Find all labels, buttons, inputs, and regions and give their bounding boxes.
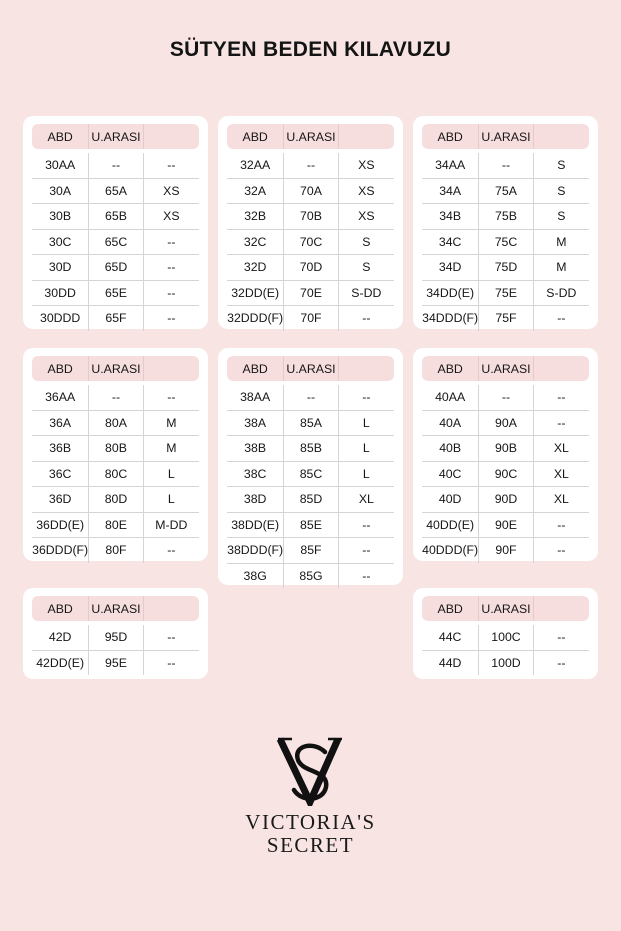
table-cell: XL <box>358 492 374 507</box>
table-cell: 100D <box>479 651 533 676</box>
header-cell: ABD <box>227 124 284 149</box>
table-row <box>422 385 589 411</box>
table-header <box>32 596 199 621</box>
table-row <box>32 230 199 256</box>
table-row <box>422 651 589 676</box>
table-cell: 70A <box>284 179 338 204</box>
table-cell: XL <box>553 466 569 481</box>
table-cell: 65A <box>89 179 143 204</box>
table-cell: 44D <box>422 651 479 676</box>
table-row <box>422 230 589 256</box>
table-cell: M-DD <box>155 517 188 532</box>
table-cell: 80F <box>89 538 143 563</box>
table-cell: 38D <box>227 487 284 512</box>
table-cell: 40DD(E) <box>422 513 479 538</box>
table-cell: 36DDD(F) <box>32 538 89 563</box>
table-cell: M <box>166 415 177 430</box>
table-cell: -- <box>557 543 566 558</box>
size-table <box>23 588 208 679</box>
table-row <box>227 153 394 179</box>
table-row <box>227 385 394 411</box>
table-cell: 85D <box>284 487 338 512</box>
header-cell <box>534 124 589 149</box>
header-cell <box>534 596 589 621</box>
table-cell: 32AA <box>227 153 284 178</box>
table-row <box>422 462 589 488</box>
table-row <box>227 230 394 256</box>
table-row <box>32 513 199 539</box>
table-cell: 85F <box>284 538 338 563</box>
table-cell: M <box>556 234 567 249</box>
table-cell: 30D <box>32 255 89 280</box>
table-row <box>227 281 394 307</box>
table-row <box>32 153 199 179</box>
table-cell: 95E <box>89 651 143 676</box>
header-cell: U.ARASI <box>89 124 143 149</box>
table-cell: L <box>362 441 370 456</box>
table-cell: M <box>166 441 177 456</box>
table-cell: 36AA <box>32 385 89 410</box>
table-cell: 100C <box>479 625 533 650</box>
table-row <box>32 255 199 281</box>
header-cell: ABD <box>32 124 89 149</box>
table-row <box>32 385 199 411</box>
table-cell: 70E <box>284 281 338 306</box>
size-table <box>413 588 598 679</box>
header-cell <box>144 356 199 381</box>
table-cell: 75A <box>479 179 533 204</box>
table-cell: 38C <box>227 462 284 487</box>
table-header <box>32 124 199 149</box>
table-cell: 34C <box>422 230 479 255</box>
table-cell: 36D <box>32 487 89 512</box>
table-cell: 70D <box>284 255 338 280</box>
table-cell: 75D <box>479 255 533 280</box>
table-cell: 30DDD <box>32 306 89 331</box>
table-cell: XS <box>358 209 375 224</box>
table-cell: 90A <box>479 411 533 436</box>
header-cell: U.ARASI <box>89 356 143 381</box>
table-cell: 80D <box>89 487 143 512</box>
table-row <box>227 411 394 437</box>
header-cell: U.ARASI <box>479 124 533 149</box>
table-row <box>32 306 199 331</box>
table-row <box>422 179 589 205</box>
table-cell: 40AA <box>422 385 479 410</box>
table-cell: 75F <box>479 306 533 331</box>
table-cell: 65B <box>89 204 143 229</box>
table-cell: 36C <box>32 462 89 487</box>
table-cell: -- <box>284 153 338 178</box>
header-cell: ABD <box>32 356 89 381</box>
table-cell: 90F <box>479 538 533 563</box>
table-cell: -- <box>362 390 371 405</box>
header-cell: ABD <box>422 356 479 381</box>
table-cell: S <box>362 234 371 249</box>
table-cell: 38G <box>227 564 284 589</box>
table-cell: 75C <box>479 230 533 255</box>
table-cell: S <box>557 158 566 173</box>
table-row <box>422 436 589 462</box>
table-header <box>422 356 589 381</box>
header-cell: U.ARASI <box>479 356 533 381</box>
table-row <box>422 153 589 179</box>
table-row <box>227 436 394 462</box>
table-cell: 34AA <box>422 153 479 178</box>
table-cell: 36DD(E) <box>32 513 89 538</box>
header-cell <box>144 124 199 149</box>
header-cell <box>339 356 394 381</box>
table-row <box>422 255 589 281</box>
table-cell: 40B <box>422 436 479 461</box>
table-cell: -- <box>479 385 533 410</box>
table-cell: -- <box>557 311 566 326</box>
table-cell: 34D <box>422 255 479 280</box>
table-cell: XS <box>358 158 375 173</box>
size-table <box>413 348 598 561</box>
table-row <box>32 281 199 307</box>
table-cell: 32DD(E) <box>227 281 284 306</box>
table-cell: 80B <box>89 436 143 461</box>
table-row <box>422 281 589 307</box>
table-row <box>227 538 394 564</box>
table-cell: 90D <box>479 487 533 512</box>
table-row <box>422 306 589 331</box>
header-cell: U.ARASI <box>284 124 338 149</box>
table-cell: 32B <box>227 204 284 229</box>
table-cell: 65D <box>89 255 143 280</box>
header-cell: ABD <box>32 596 89 621</box>
table-row <box>227 462 394 488</box>
table-cell: -- <box>167 260 176 275</box>
header-cell: ABD <box>422 124 479 149</box>
table-cell: -- <box>362 543 371 558</box>
table-row <box>227 564 394 589</box>
table-cell: 30B <box>32 204 89 229</box>
table-cell: 30C <box>32 230 89 255</box>
table-cell: 85C <box>284 462 338 487</box>
table-header <box>227 124 394 149</box>
vs-monogram-icon <box>276 736 344 806</box>
table-cell: 75B <box>479 204 533 229</box>
table-cell: S <box>362 260 371 275</box>
table-cell: 32D <box>227 255 284 280</box>
table-cell: 40DDD(F) <box>422 538 479 563</box>
table-cell: L <box>167 492 175 507</box>
table-cell: 85E <box>284 513 338 538</box>
table-cell: 42D <box>32 625 89 650</box>
table-cell: 65C <box>89 230 143 255</box>
table-cell: -- <box>167 543 176 558</box>
table-row <box>32 538 199 563</box>
table-cell: 32DDD(F) <box>227 306 284 331</box>
table-cell: 75E <box>479 281 533 306</box>
table-cell: -- <box>89 385 143 410</box>
table-row <box>227 487 394 513</box>
table-cell: -- <box>167 285 176 300</box>
table-row <box>32 204 199 230</box>
table-cell: 85A <box>284 411 338 436</box>
table-row <box>32 487 199 513</box>
table-row <box>422 204 589 230</box>
table-cell: -- <box>167 311 176 326</box>
table-cell: 90C <box>479 462 533 487</box>
table-cell: L <box>362 466 370 481</box>
table-cell: -- <box>167 158 176 173</box>
table-cell: 30AA <box>32 153 89 178</box>
table-cell: 30DD <box>32 281 89 306</box>
table-cell: M <box>556 260 567 275</box>
table-cell: XL <box>553 492 569 507</box>
table-cell: 34B <box>422 204 479 229</box>
table-row <box>32 436 199 462</box>
table-cell: -- <box>479 153 533 178</box>
table-cell: 32C <box>227 230 284 255</box>
table-cell: 70F <box>284 306 338 331</box>
header-cell: ABD <box>422 596 479 621</box>
table-cell: S-DD <box>546 285 577 300</box>
table-row <box>227 306 394 331</box>
table-row <box>32 625 199 651</box>
brand-name-line1: VICTORIA'S <box>245 810 376 834</box>
brand-name-line2: SECRET <box>266 833 355 857</box>
table-cell: 38B <box>227 436 284 461</box>
table-cell: 36A <box>32 411 89 436</box>
table-cell: XS <box>358 183 375 198</box>
table-row <box>227 255 394 281</box>
header-cell: U.ARASI <box>479 596 533 621</box>
table-header <box>422 596 589 621</box>
table-cell: 65E <box>89 281 143 306</box>
header-cell: ABD <box>227 356 284 381</box>
table-cell: XL <box>553 441 569 456</box>
table-header <box>32 356 199 381</box>
table-cell: 30A <box>32 179 89 204</box>
table-cell: XS <box>163 209 180 224</box>
table-cell: 90E <box>479 513 533 538</box>
table-cell: -- <box>89 153 143 178</box>
table-row <box>422 625 589 651</box>
table-cell: 38DD(E) <box>227 513 284 538</box>
table-row <box>422 411 589 437</box>
table-cell: -- <box>167 390 176 405</box>
table-cell: -- <box>362 311 371 326</box>
table-cell: 85B <box>284 436 338 461</box>
table-cell: 34A <box>422 179 479 204</box>
table-cell: -- <box>557 390 566 405</box>
table-cell: -- <box>167 655 176 670</box>
table-cell: 34DD(E) <box>422 281 479 306</box>
table-cell: 85G <box>284 564 338 589</box>
table-cell: 80A <box>89 411 143 436</box>
table-cell: 32A <box>227 179 284 204</box>
table-row <box>422 487 589 513</box>
table-cell: 38A <box>227 411 284 436</box>
table-cell: S-DD <box>351 285 382 300</box>
table-cell: 80E <box>89 513 143 538</box>
table-cell: L <box>167 466 175 481</box>
table-cell: 38DDD(F) <box>227 538 284 563</box>
table-row <box>32 462 199 488</box>
size-table <box>413 116 598 329</box>
table-cell: 34DDD(F) <box>422 306 479 331</box>
table-cell: -- <box>557 655 566 670</box>
size-table <box>218 116 403 329</box>
table-cell: -- <box>362 517 371 532</box>
table-cell: 44C <box>422 625 479 650</box>
table-row <box>227 204 394 230</box>
table-row <box>227 513 394 539</box>
table-cell: 40D <box>422 487 479 512</box>
table-cell: 70B <box>284 204 338 229</box>
table-cell: 80C <box>89 462 143 487</box>
table-cell: XS <box>163 183 180 198</box>
size-table <box>218 348 403 585</box>
table-cell: 36B <box>32 436 89 461</box>
table-cell: -- <box>167 234 176 249</box>
table-cell: 40C <box>422 462 479 487</box>
table-cell: -- <box>557 630 566 645</box>
table-cell: -- <box>362 568 371 583</box>
table-header <box>227 356 394 381</box>
table-row <box>422 513 589 539</box>
table-cell: 42DD(E) <box>32 651 89 676</box>
table-cell: -- <box>167 630 176 645</box>
table-cell: 65F <box>89 306 143 331</box>
table-cell: 38AA <box>227 385 284 410</box>
table-cell: 70C <box>284 230 338 255</box>
table-header <box>422 124 589 149</box>
table-row <box>227 179 394 205</box>
table-cell: -- <box>557 517 566 532</box>
page-title: SÜTYEN BEDEN KILAVUZU <box>169 38 452 61</box>
header-cell <box>144 596 199 621</box>
table-cell: S <box>557 209 566 224</box>
table-row <box>422 538 589 563</box>
table-row <box>32 411 199 437</box>
header-cell <box>339 124 394 149</box>
table-cell: 40A <box>422 411 479 436</box>
table-cell: -- <box>284 385 338 410</box>
table-row <box>32 651 199 676</box>
size-table <box>23 116 208 329</box>
header-cell: U.ARASI <box>89 596 143 621</box>
header-cell <box>534 356 589 381</box>
table-cell: 90B <box>479 436 533 461</box>
table-row <box>32 179 199 205</box>
table-cell: 95D <box>89 625 143 650</box>
table-cell: -- <box>557 415 566 430</box>
size-table <box>23 348 208 561</box>
header-cell: U.ARASI <box>284 356 338 381</box>
table-cell: S <box>557 183 566 198</box>
table-cell: L <box>362 415 370 430</box>
